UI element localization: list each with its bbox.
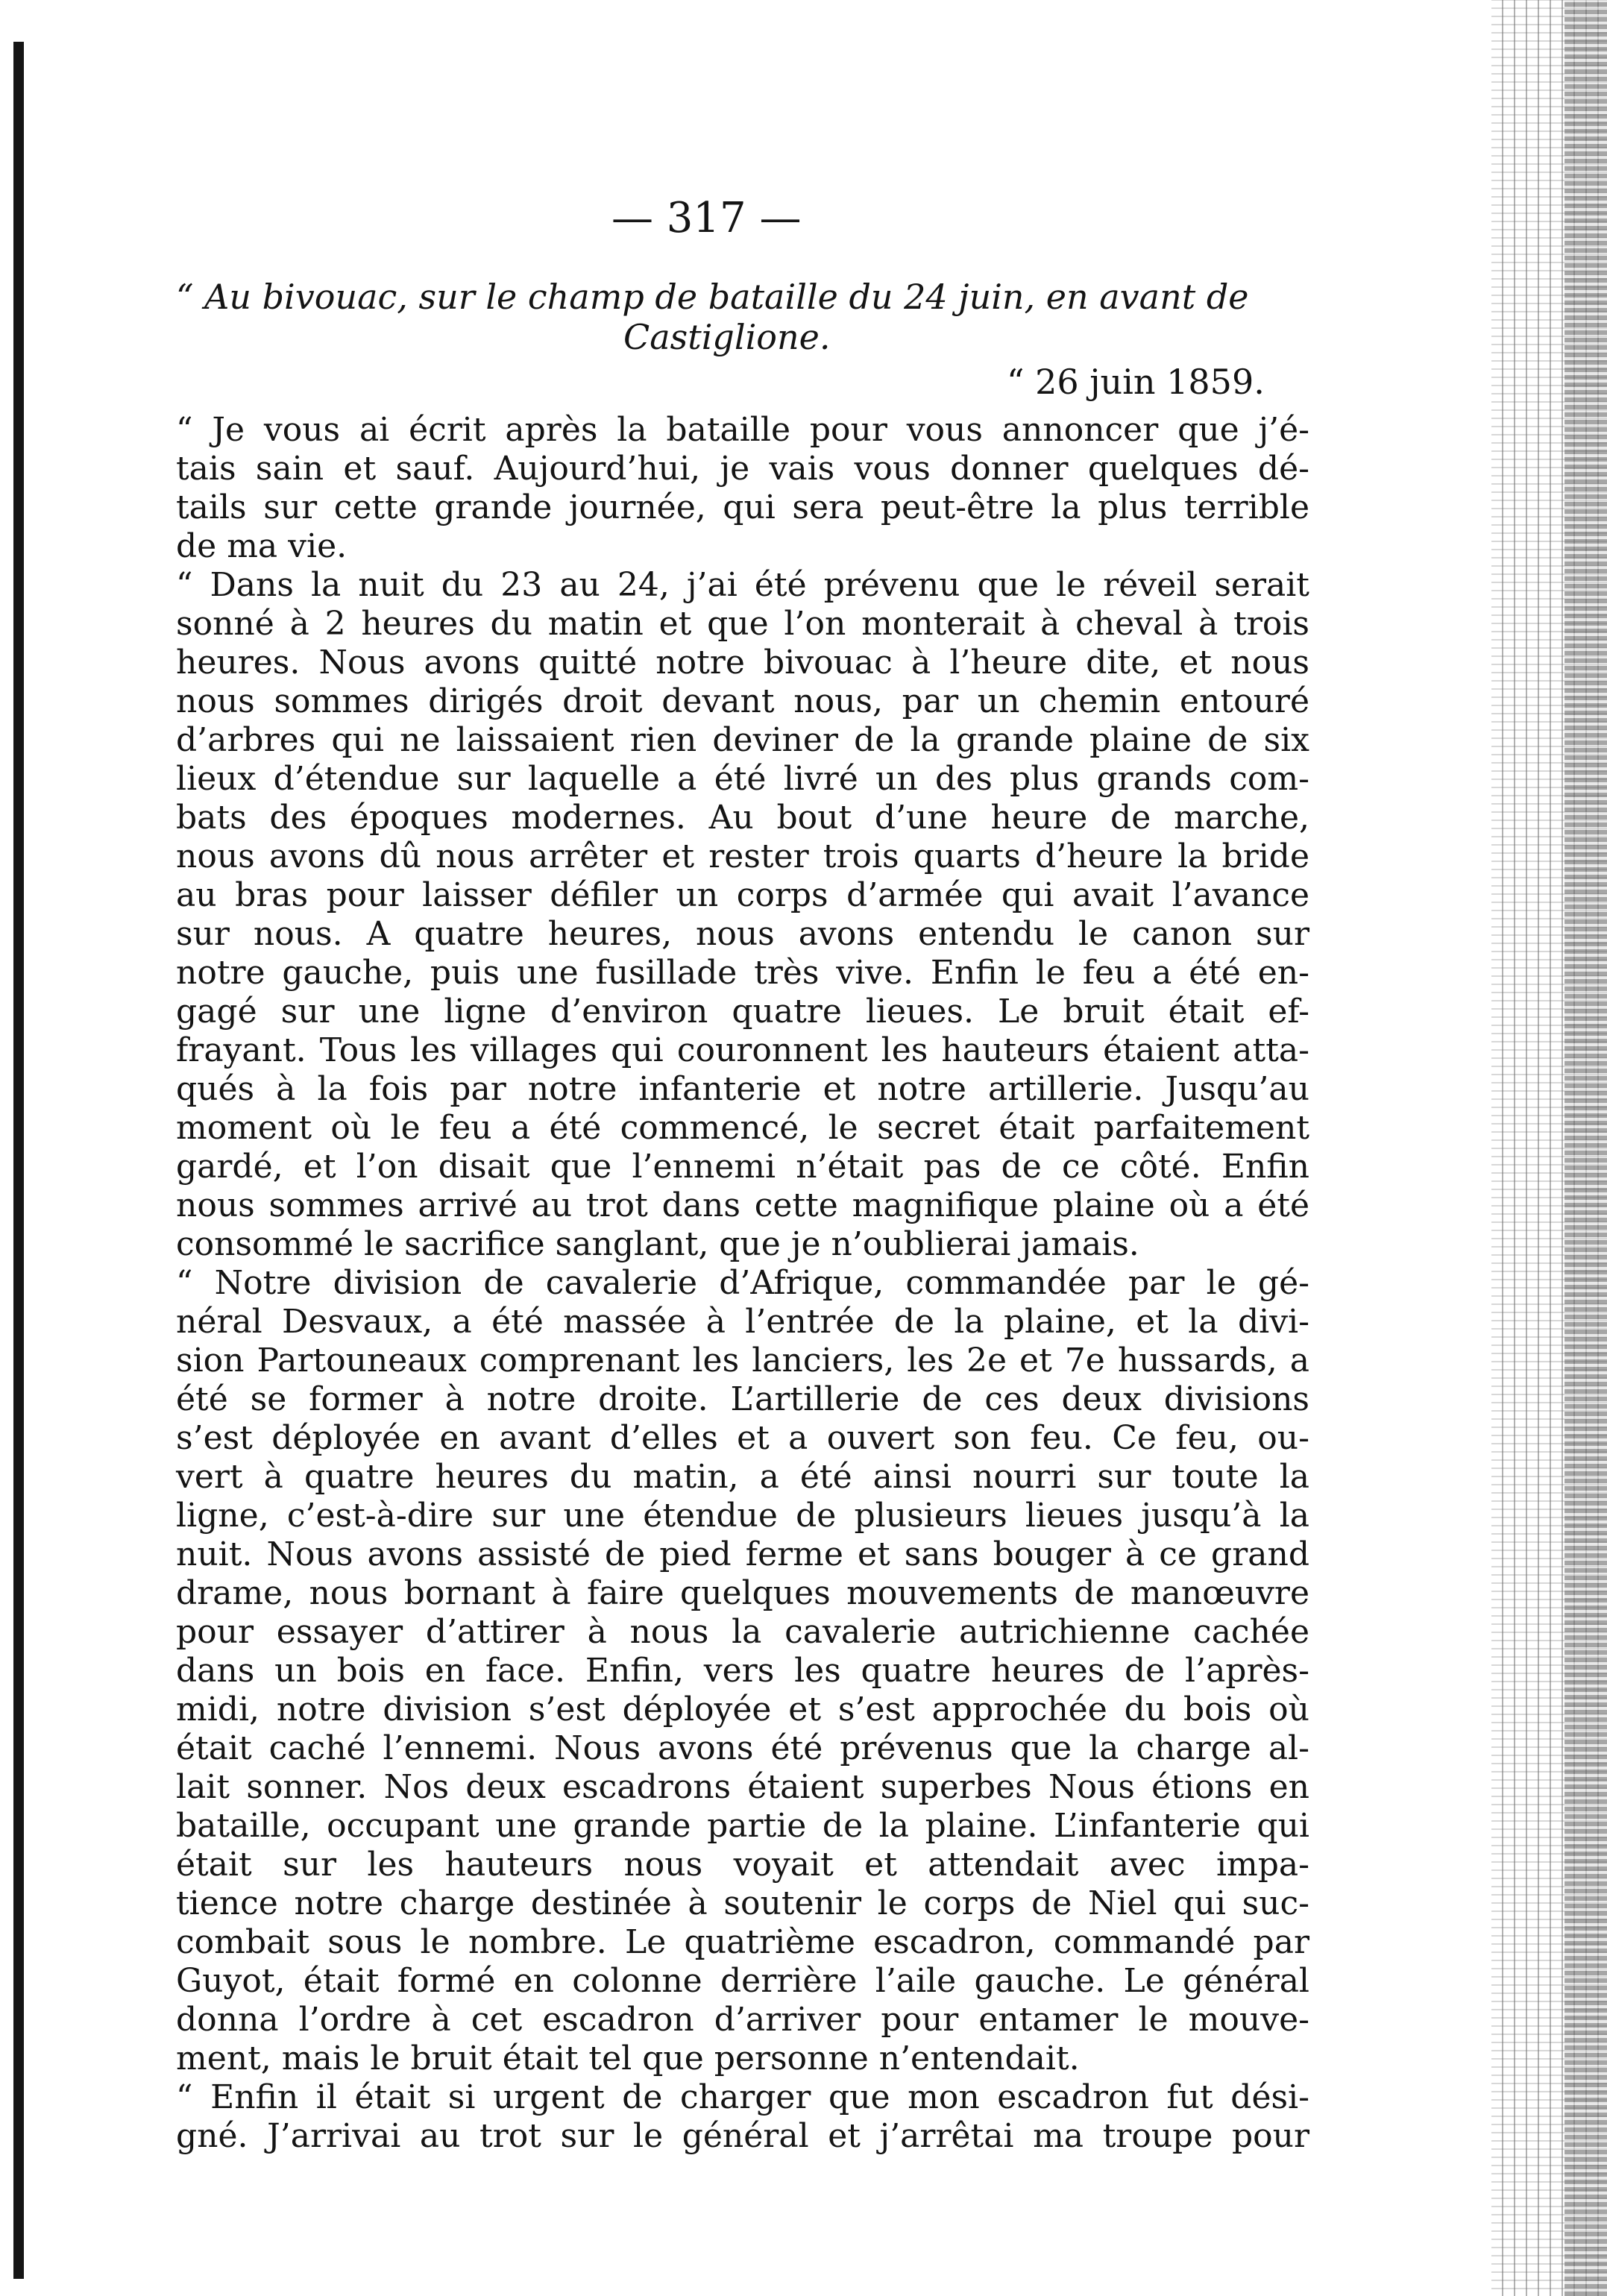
text-line: heures. Nous avons quitté notre bivouac à l’heure dite, et nous [176, 644, 1309, 682]
text-line: frayant. Tous les villages qui couronnent les hauteurs étaient atta- [176, 1031, 1309, 1069]
text-line: moment où le feu a été commencé, le secret était parfaitement [176, 1109, 1309, 1147]
text-line: drame, nous bornant à faire quelques mouvements de manœuvre [176, 1574, 1309, 1612]
text-line: consommé le sacrifice sanglant, que je n’oublierai jamais. [176, 1225, 1139, 1263]
text-line: ment, mais le bruit était tel que personne n’entendait. [176, 2039, 1080, 2078]
text-line: tails sur cette grande journée, qui sera peut-être la plus terrible [176, 488, 1309, 526]
text-line: sur nous. A quatre heures, nous avons entendu le canon sur [176, 915, 1309, 953]
text-line: nous avons dû nous arrêter et rester trois quarts d’heure la bride [176, 837, 1309, 875]
letter-date: “ 26 juin 1859. [1007, 362, 1265, 402]
text-line: combait sous le nombre. Le quatrième escadron, commandé par [176, 1923, 1309, 1961]
text-line: tience notre charge destinée à soutenir le corps de Niel qui suc- [176, 1884, 1309, 1922]
text-line: “ Dans la nuit du 23 au 24, j’ai été prévenu que le réveil serait [176, 566, 1309, 604]
text-line: tais sain et sauf. Aujourd’hui, je vais vous donner quelques dé- [176, 450, 1309, 488]
text-line: lait sonner. Nos deux escadrons étaient superbes Nous étions en [176, 1768, 1309, 1806]
text-line: lieux d’étendue sur laquelle a été livré un des plus grands com- [176, 760, 1309, 798]
text-line: “ Enfin il était si urgent de charger que mon escadron fut dési- [176, 2078, 1309, 2116]
text-line: “ Notre division de cavalerie d’Afrique, commandée par le gé- [176, 1264, 1309, 1302]
text-line: gagé sur une ligne d’environ quatre lieues. Le bruit était ef- [176, 993, 1309, 1031]
text-line: notre gauche, puis une fusillade très vive. Enfin le feu a été en- [176, 954, 1309, 992]
text-line: d’arbres qui ne laissaient rien deviner de la grande plaine de six [176, 721, 1309, 759]
text-line: bats des époques modernes. Au bout d’une heure de marche, [176, 799, 1309, 837]
letter-heading-line-2: Castiglione. [623, 317, 831, 357]
text-line: sonné à 2 heures du matin et que l’on monterait à cheval à trois [176, 605, 1309, 643]
text-line: qués à la fois par notre infanterie et notre artillerie. Jusqu’au [176, 1070, 1309, 1108]
text-line: de ma vie. [176, 527, 347, 565]
text-line: était caché l’ennemi. Nous avons été prévenus que la charge al- [176, 1729, 1309, 1767]
scan-binding-edge [13, 42, 24, 2279]
text-line: nous sommes dirigés droit devant nous, par un chemin entouré [176, 682, 1309, 720]
text-line: Guyot, était formé en colonne derrière l’aile gauche. Le général [176, 1962, 1309, 2000]
text-line: au bras pour laisser défiler un corps d’armée qui avait l’avance [176, 876, 1309, 914]
text-line: dans un bois en face. Enfin, vers les quatre heures de l’après- [176, 1652, 1309, 1690]
scan-page-edge-dark [1564, 0, 1607, 2296]
letter-heading-line-1: “ Au bivouac, sur le champ de bataille du 24 juin, en avant de [176, 277, 1249, 317]
text-line: était sur les hauteurs nous voyait et attendait avec impa- [176, 1846, 1309, 1884]
text-line: sion Partouneaux comprenant les lanciers, les 2e et 7e hussards, a [176, 1342, 1309, 1380]
text-line: nuit. Nous avons assisté de pied ferme et sans bouger à ce grand [176, 1535, 1309, 1573]
text-line: gné. J’arrivai au trot sur le général et j’arrêtai ma troupe pour [176, 2117, 1309, 2155]
text-line: été se former à notre droite. L’artillerie de ces deux divisions [176, 1380, 1309, 1418]
text-line: “ Je vous ai écrit après la bataille pour vous annoncer que j’é- [176, 411, 1309, 449]
text-line: s’est déployée en avant d’elles et a ouvert son feu. Ce feu, ou- [176, 1419, 1309, 1457]
text-line: nous sommes arrivé au trot dans cette magnifique plaine où a été [176, 1186, 1309, 1224]
text-line: pour essayer d’attirer à nous la cavalerie autrichienne cachée [176, 1613, 1309, 1651]
text-line: gardé, et l’on disait que l’ennemi n’était pas de ce côté. Enfin [176, 1148, 1309, 1186]
page-number: — 317 — [611, 194, 802, 242]
text-line: néral Desvaux, a été massée à l’entrée de la plaine, et la divi- [176, 1303, 1309, 1341]
text-line: ligne, c’est-à-dire sur une étendue de plusieurs lieues jusqu’à la [176, 1497, 1309, 1535]
text-line: donna l’ordre à cet escadron d’arriver pour entamer le mouve- [176, 2001, 1309, 2039]
text-line: vert à quatre heures du matin, a été ainsi nourri sur toute la [176, 1458, 1309, 1496]
text-line: midi, notre division s’est déployée et s’est approchée du bois où [176, 1690, 1309, 1729]
text-line: bataille, occupant une grande partie de la plaine. L’infanterie qui [176, 1807, 1309, 1845]
